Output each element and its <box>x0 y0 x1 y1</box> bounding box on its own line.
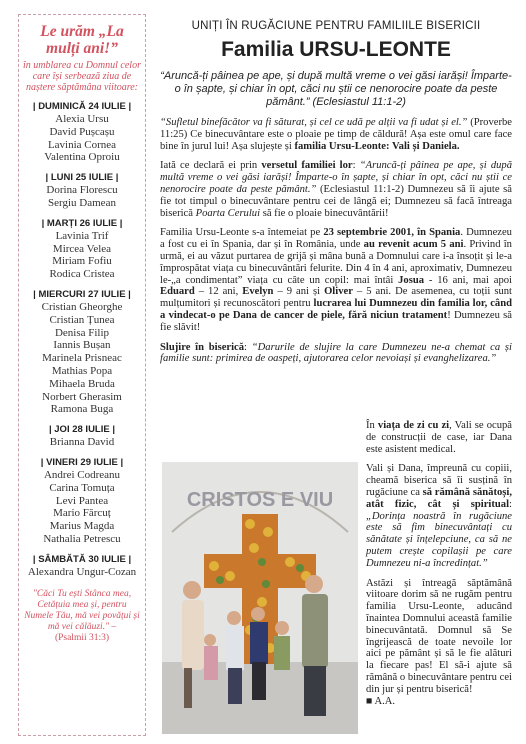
paragraph-history <box>160 227 512 333</box>
text: , Vali se ocupă de construcții de case, iar Dana este asistent medical. <box>366 420 513 455</box>
verse-ecclesiastes: “Aruncă-ți pâinea pe ape, și după multă vreme o vei găsi iarăși! Împarte-o în șapte, și chiar în opt, căci nu știi ce nenorocire poate da peste pământ.” <box>160 160 513 195</box>
text-bold: viața de zi cu zi <box>377 420 450 431</box>
birthday-day <box>23 101 141 164</box>
birthday-name: Alexandra Ungur-Cozan <box>27 565 137 578</box>
birthday-name: Andrei Codreanu <box>43 468 121 481</box>
child-name: Oliver <box>324 286 353 298</box>
child-name: Eduard <box>160 286 195 298</box>
birthday-name: Mathias Popa <box>51 364 113 377</box>
day-heading: | MARȚI 26 IULIE | <box>41 217 123 229</box>
sidebar-intro: în umblarea cu Domnul celor care își serbează ziua de naștere săptămâna viitoare: <box>23 60 141 93</box>
birthday-name: Valentina Oproiu <box>44 151 120 164</box>
article-kicker: UNIȚI ÎN RUGĂCIUNE PENTRU FAMILIILE BISERICII <box>191 20 481 32</box>
family-photo-illustration <box>162 462 358 734</box>
birthday-name: Lavinia Trif <box>55 229 109 242</box>
birthday-name: Norbert Gherasim <box>42 390 122 403</box>
sidebar-greeting: Le urăm „La mulți ani!” <box>40 23 124 57</box>
birthday-day <box>23 457 141 546</box>
article-title: Familia URSU-LEONTE <box>221 38 451 61</box>
child-name: Evelyn <box>242 286 274 298</box>
paragraph-prayer-request <box>366 463 512 569</box>
family-photo <box>162 462 358 734</box>
text: - 16 ani, mai apoi <box>424 274 512 286</box>
birthday-name: David Pușcașu <box>49 125 115 138</box>
paragraph-closing <box>366 578 512 708</box>
birthday-name: Nathalia Petrescu <box>43 532 121 545</box>
text: (Eclesiastul 11:1-2) Dumnezeu să îi ajute să fie tot timpul o binecuvântare pentru cei de lângă ei; Dumnezeu să facă întreaga biserică <box>160 183 512 219</box>
sidebar-quote-ref: (Psalmii 31:3) <box>54 632 110 643</box>
text: să fie o ploaie binecuvântării! <box>260 207 389 219</box>
birthday-day <box>23 424 141 449</box>
text: : <box>509 498 512 510</box>
birthday-name: Levi Pantea <box>55 494 109 507</box>
photo-caption: CRISTOS E VIU <box>186 489 334 511</box>
text-bold: să rămână sănătoși, atât fizic, cât și spiritual <box>366 486 512 510</box>
text: Astăzi și întreagă săptămână viitoare dorim să ne rugăm pentru familia Ursu-Leonte, aducând înaintea Domnului această familie binecuvântată. Domnul să Se îngrijească de toate nevoile lor aici pe pământ și să le fie alături la fiecare pas! El să-i ajute să rămână o binecuvântare pentru cei din jur și pentru biserică! <box>366 577 512 695</box>
child-name: Josua <box>398 274 425 286</box>
birthday-name: Denisa Filip <box>54 326 110 339</box>
text: ! Dumnezeu să fie slăvit! <box>160 309 513 333</box>
birthday-name: Mario Fărcuț <box>53 507 111 520</box>
text: . Dumnezeu a fost cu ei în Spania, dar și în România, unde <box>160 227 512 251</box>
day-heading: | SÂMBĂTĂ 30 IULIE | <box>32 553 132 565</box>
article-lead-verse: “Aruncă-ți pâinea pe ape, și după multă vreme o vei găsi iarăși! Împarte-o în șapte, și chiar în opt, căci nu știi ce nenorocire poate da peste pământ.” (Eclesiastul 11:1-2) <box>160 70 512 108</box>
text-bold: Slujire în biserică <box>160 341 245 353</box>
paragraph-service <box>160 342 512 366</box>
article <box>160 14 512 365</box>
birthday-name: Sergiu Damean <box>48 196 116 209</box>
birthday-day <box>23 172 141 210</box>
text: . Privind în urmă, ei au văzut purtarea de grijă și mâna bună a Domnului care i-a însoțit și le-a împrospătat viața cu binecuvântări felurite. Din 4 în 4 ani, aproximativ, Dumnezeu le-„a condimentat” viața cu câte un copil: mai întâi <box>160 239 512 286</box>
wedding-date: 23 septembrie 2001, în Spania <box>323 227 461 239</box>
text: Vali și Dana, împreună cu copiii, cheamă biserica să îi susțină în rugăciune ca <box>366 463 512 498</box>
text: – 5 ani. De asemenea, cu toții sunt mulțumitori și recunoscători pentru <box>160 286 512 310</box>
birthday-name: Cristian Gheorghe <box>41 300 123 313</box>
text: Familia Ursu-Leonte s-a întemeiat pe <box>160 227 324 239</box>
verse-proverbs: “Sufletul binefăcător va fi săturat, și cel ce udă pe alții va fi udat și el.” <box>160 117 468 128</box>
birthday-days-list <box>23 101 141 579</box>
text-bold: versetul familiei lor <box>261 160 353 172</box>
birthday-day <box>23 289 141 416</box>
birthday-name: Cristian Țunea <box>49 313 115 326</box>
text: : <box>244 341 252 353</box>
day-heading: | MIERCURI 27 IULIE | <box>33 288 131 300</box>
family-name: familia Ursu-Leonte: Vali și Daniela. <box>294 140 460 152</box>
text-bold: au revenit acum 5 ani <box>363 239 464 251</box>
day-heading: | LUNI 25 IULIE | <box>45 172 119 184</box>
birthday-day <box>23 218 141 281</box>
prayer-quote: „Dorința noastră în rugăciune este să fim binecuvântați cu sănătate și înțelepciune, ca să ne putem crește copilașii pe care Dumnezeu ni-a încredințat.” <box>366 510 512 569</box>
birthday-name: Rodica Cristea <box>49 268 115 281</box>
birthday-name: Mihaela Bruda <box>49 377 115 390</box>
paragraph-intro <box>160 117 512 152</box>
sidebar-quote: "Căci Tu ești Stânca mea, Cetățuia mea și, pentru Numele Tău, mă vei povățui și mă vei călăuzi." – <box>24 588 140 632</box>
intro-text: (Proverbe 11:25) Ce binecuvântare este o ploaie pe timp de căldură! Așa este omul care face bine în jurul lui! Așa slujește și <box>160 117 512 152</box>
birthday-name: Ramona Buga <box>50 403 114 416</box>
birthday-name: Iannis Bușan <box>53 339 111 352</box>
birthday-name: Marinela Prisneac <box>42 352 122 365</box>
text: În <box>366 420 378 431</box>
birthday-name: Carina Tomuța <box>49 481 115 494</box>
text: – 9 ani și <box>273 286 325 298</box>
church-name: Poarta Cerului <box>195 207 261 219</box>
birthday-name: Alexia Ursu <box>55 113 109 125</box>
birthday-sidebar <box>18 14 146 736</box>
text: Iată ce declară ei prin <box>160 160 262 172</box>
service-quote: “Darurile de slujire la care Dumnezeu ne-a chemat ca și familie sunt: primirea de oaspeți, ajutorarea celor nevoiași și evanghelizarea.” <box>160 341 512 365</box>
birthday-name: Mircea Velea <box>52 242 112 255</box>
text: – 12 ani, <box>194 286 243 298</box>
day-heading: | VINERI 29 IULIE | <box>40 456 124 468</box>
day-heading: | DUMINICĂ 24 IULIE | <box>32 101 132 112</box>
text: : <box>352 160 360 172</box>
birthday-day <box>23 554 141 579</box>
birthday-name: Miriam Fofiu <box>52 255 112 268</box>
birthday-name: Brianna David <box>49 436 115 449</box>
signature: ■ A.A. <box>366 695 396 707</box>
birthday-name: Lavinia Cornea <box>47 138 117 151</box>
text-bold: lucrarea lui Dumnezeu din familia lor, când a vindecat-o pe Dana de cancer de piele, fără niciun tratament <box>160 298 513 321</box>
birthday-name: Marius Magda <box>49 520 115 533</box>
day-heading: | JOI 28 IULIE | <box>48 424 116 436</box>
paragraph-daily-life <box>366 420 512 455</box>
birthday-name: Dorina Florescu <box>46 184 118 197</box>
paragraph-verse <box>160 160 512 219</box>
article-right-column <box>366 420 512 715</box>
